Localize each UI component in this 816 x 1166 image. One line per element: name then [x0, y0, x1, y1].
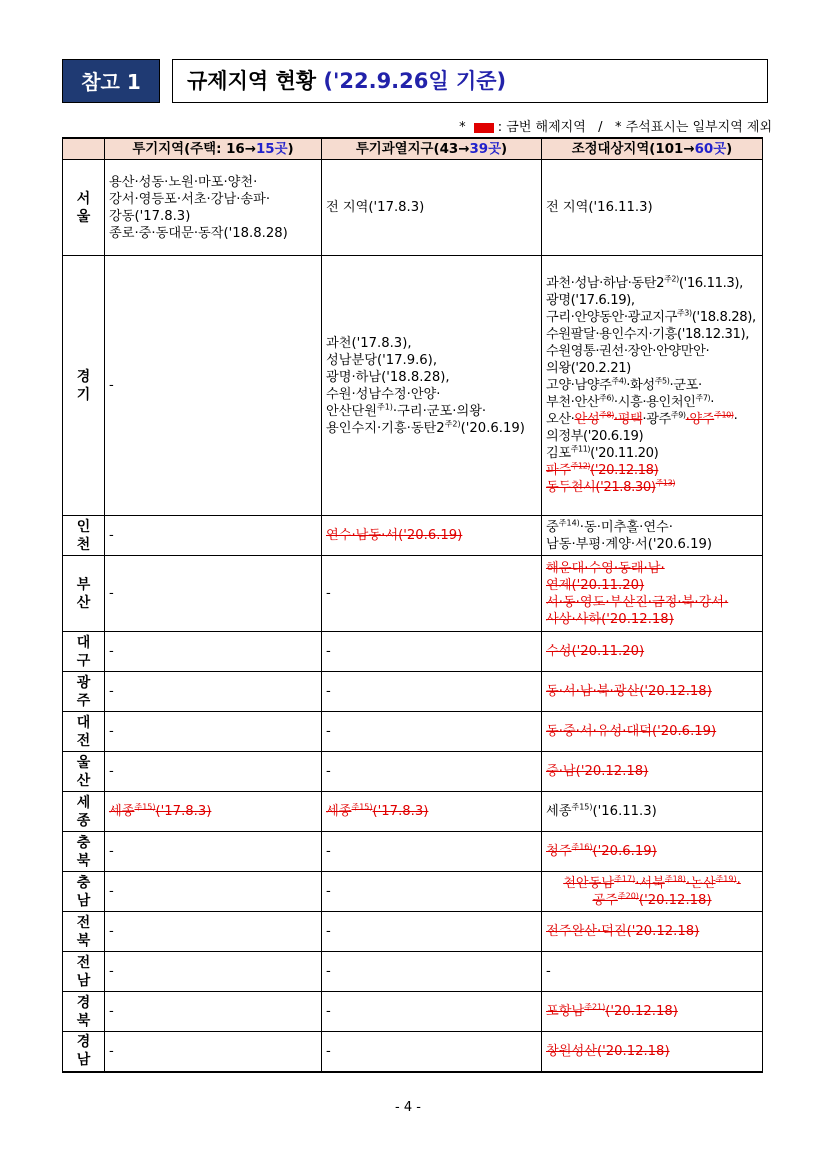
- header-overheated-zone: 투기과열지구(43→39곳): [322, 138, 542, 160]
- cell: -: [105, 556, 322, 632]
- table-header-row: [63, 138, 763, 160]
- page-number: - 4 -: [395, 1100, 421, 1115]
- cell: -: [105, 632, 322, 672]
- cell: -: [322, 992, 542, 1032]
- region-sejong: 세 종: [63, 792, 105, 832]
- region-gyeongnam: 경 남: [63, 1032, 105, 1072]
- reference-label: 참고 1: [62, 59, 160, 103]
- cell: -: [105, 872, 322, 912]
- cell: -: [105, 256, 322, 516]
- table-row: [63, 1032, 763, 1072]
- cell: -: [322, 712, 542, 752]
- table-row: [63, 556, 763, 632]
- cell: 전 지역('16.11.3): [542, 160, 763, 256]
- cell: 천안동남$^{주17)}$·서북$^{주18)}$·논산$^{주19)}$· 공주$^{주20)}$('20.12.18): [542, 872, 763, 912]
- title-date: ('22.9.26일 기준): [323, 69, 507, 93]
- cell: -: [322, 832, 542, 872]
- region-gyeonggi: 경 기: [63, 256, 105, 516]
- cell: -: [105, 752, 322, 792]
- cell: -: [105, 516, 322, 556]
- table-row: [63, 632, 763, 672]
- region-busan: 부 산: [63, 556, 105, 632]
- cell: -: [105, 712, 322, 752]
- cell: 세종$^{주15)}$('17.8.3): [322, 792, 542, 832]
- header-speculation-zone: 투기지역(주택: 16→15곳): [105, 138, 322, 160]
- table-row: [63, 516, 763, 556]
- cell: -: [542, 952, 763, 992]
- header-region: [63, 138, 105, 160]
- cell: 세종$^{주15)}$('16.11.3): [542, 792, 763, 832]
- table-row: [63, 872, 763, 912]
- cell: -: [322, 632, 542, 672]
- title-main: 규제지역 현황: [187, 69, 317, 93]
- region-seoul: 서 울: [63, 160, 105, 256]
- cell: -: [322, 952, 542, 992]
- cell: -: [105, 672, 322, 712]
- cell: 연수·남동·서('20.6.19): [322, 516, 542, 556]
- cell: 과천·성남·하남·동탄$2^{주2)}('16.11.3)$, 광명('17.6.19), 구리·안양동안·광교지구$^{주3)}$('18.8.28), 수원팔달·용인수지·기흥('18.12.31), 수원영통·권선·장안·안양만안· 의왕('20.2.21) 고양·남양주$^{주4)}$·화성$^{주5)}$·군포· 부천·안산$^{주6)}$·시흥·용인처인$^{주7)}$· 오산·안성$^{주8)}$·평택·광주$^{주9)}$·양주$^{주10)}$· 의정부('20.6.19) 김포$^{주11)}$('20.11.20) 파주$^{주12)}$('20.12.18) 동두천시$('21.8.30)^{주13)}$: [542, 256, 763, 516]
- table-row: [63, 256, 763, 516]
- cell: -: [105, 912, 322, 952]
- cell: 용산·성동·노원·마포·양천· 강서·영등포·서초·강남·송파· 강동('17.8.3) 종로·중·동대문·동작('18.8.28): [105, 160, 322, 256]
- cell: 전주완산·덕진('20.12.18): [542, 912, 763, 952]
- table-row: [63, 832, 763, 872]
- region-jeonnam: 전 남: [63, 952, 105, 992]
- cell: 동·서·남·북·광산('20.12.18): [542, 672, 763, 712]
- cell: -: [322, 752, 542, 792]
- cell: 수성('20.11.20): [542, 632, 763, 672]
- cell: 동·중·서·유성·대덕('20.6.19): [542, 712, 763, 752]
- cell: -: [105, 1032, 322, 1072]
- legend-note: * : 금번 해제지역 / * 주석표시는 일부지역 제외: [459, 120, 772, 135]
- cell: 해운대·수영·동래·남· 연제('20.11.20) 서·동·영도·부산진·금정·북·강서· 사상·사하('20.12.18): [542, 556, 763, 632]
- cell: 포항남$^{주21)}$('20.12.18): [542, 992, 763, 1032]
- cell: -: [105, 952, 322, 992]
- table-row: [63, 992, 763, 1032]
- table-row: [63, 160, 763, 256]
- table-row: [63, 952, 763, 992]
- table-row: [63, 912, 763, 952]
- cell: 중$^{주14)}$·동·미추홀·연수· 남동·부평·계양·서('20.6.19): [542, 516, 763, 556]
- region-ulsan: 울 산: [63, 752, 105, 792]
- header-adjustment-zone: 조정대상지역(101→60곳): [542, 138, 763, 160]
- table-row: [63, 712, 763, 752]
- regulation-table: [62, 137, 763, 1073]
- region-gwangju: 광 주: [63, 672, 105, 712]
- region-jeonbuk: 전 북: [63, 912, 105, 952]
- cell: 창원성산('20.12.18): [542, 1032, 763, 1072]
- table-row: [63, 672, 763, 712]
- region-chungnam: 충 남: [63, 872, 105, 912]
- red-square-icon: [474, 123, 494, 133]
- region-incheon: 인 천: [63, 516, 105, 556]
- page-header: [62, 59, 768, 103]
- cell: -: [322, 872, 542, 912]
- cell: 중·남('20.12.18): [542, 752, 763, 792]
- cell: 세종$^{주15)}$('17.8.3): [105, 792, 322, 832]
- page-title: [172, 59, 768, 103]
- region-chungbuk: 충 북: [63, 832, 105, 872]
- table-row: [63, 752, 763, 792]
- cell: -: [105, 992, 322, 1032]
- cell: -: [105, 832, 322, 872]
- cell: 전 지역('17.8.3): [322, 160, 542, 256]
- cell: -: [322, 672, 542, 712]
- cell: -: [322, 1032, 542, 1072]
- region-gyeongbuk: 경 북: [63, 992, 105, 1032]
- region-daegu: 대 구: [63, 632, 105, 672]
- table-row: [63, 792, 763, 832]
- cell: -: [322, 912, 542, 952]
- cell: 청주$^{주16)}$('20.6.19): [542, 832, 763, 872]
- region-daejeon: 대 전: [63, 712, 105, 752]
- cell: -: [322, 556, 542, 632]
- cell: 과천('17.8.3), 성남분당('17.9.6), 광명·하남('18.8.28), 수원·성남수정·안양· 안산단원$^{주1)}$·구리·군포·의왕· 용인수지·기흥·동탄$2^{주2)}('20.6.19)$: [322, 256, 542, 516]
